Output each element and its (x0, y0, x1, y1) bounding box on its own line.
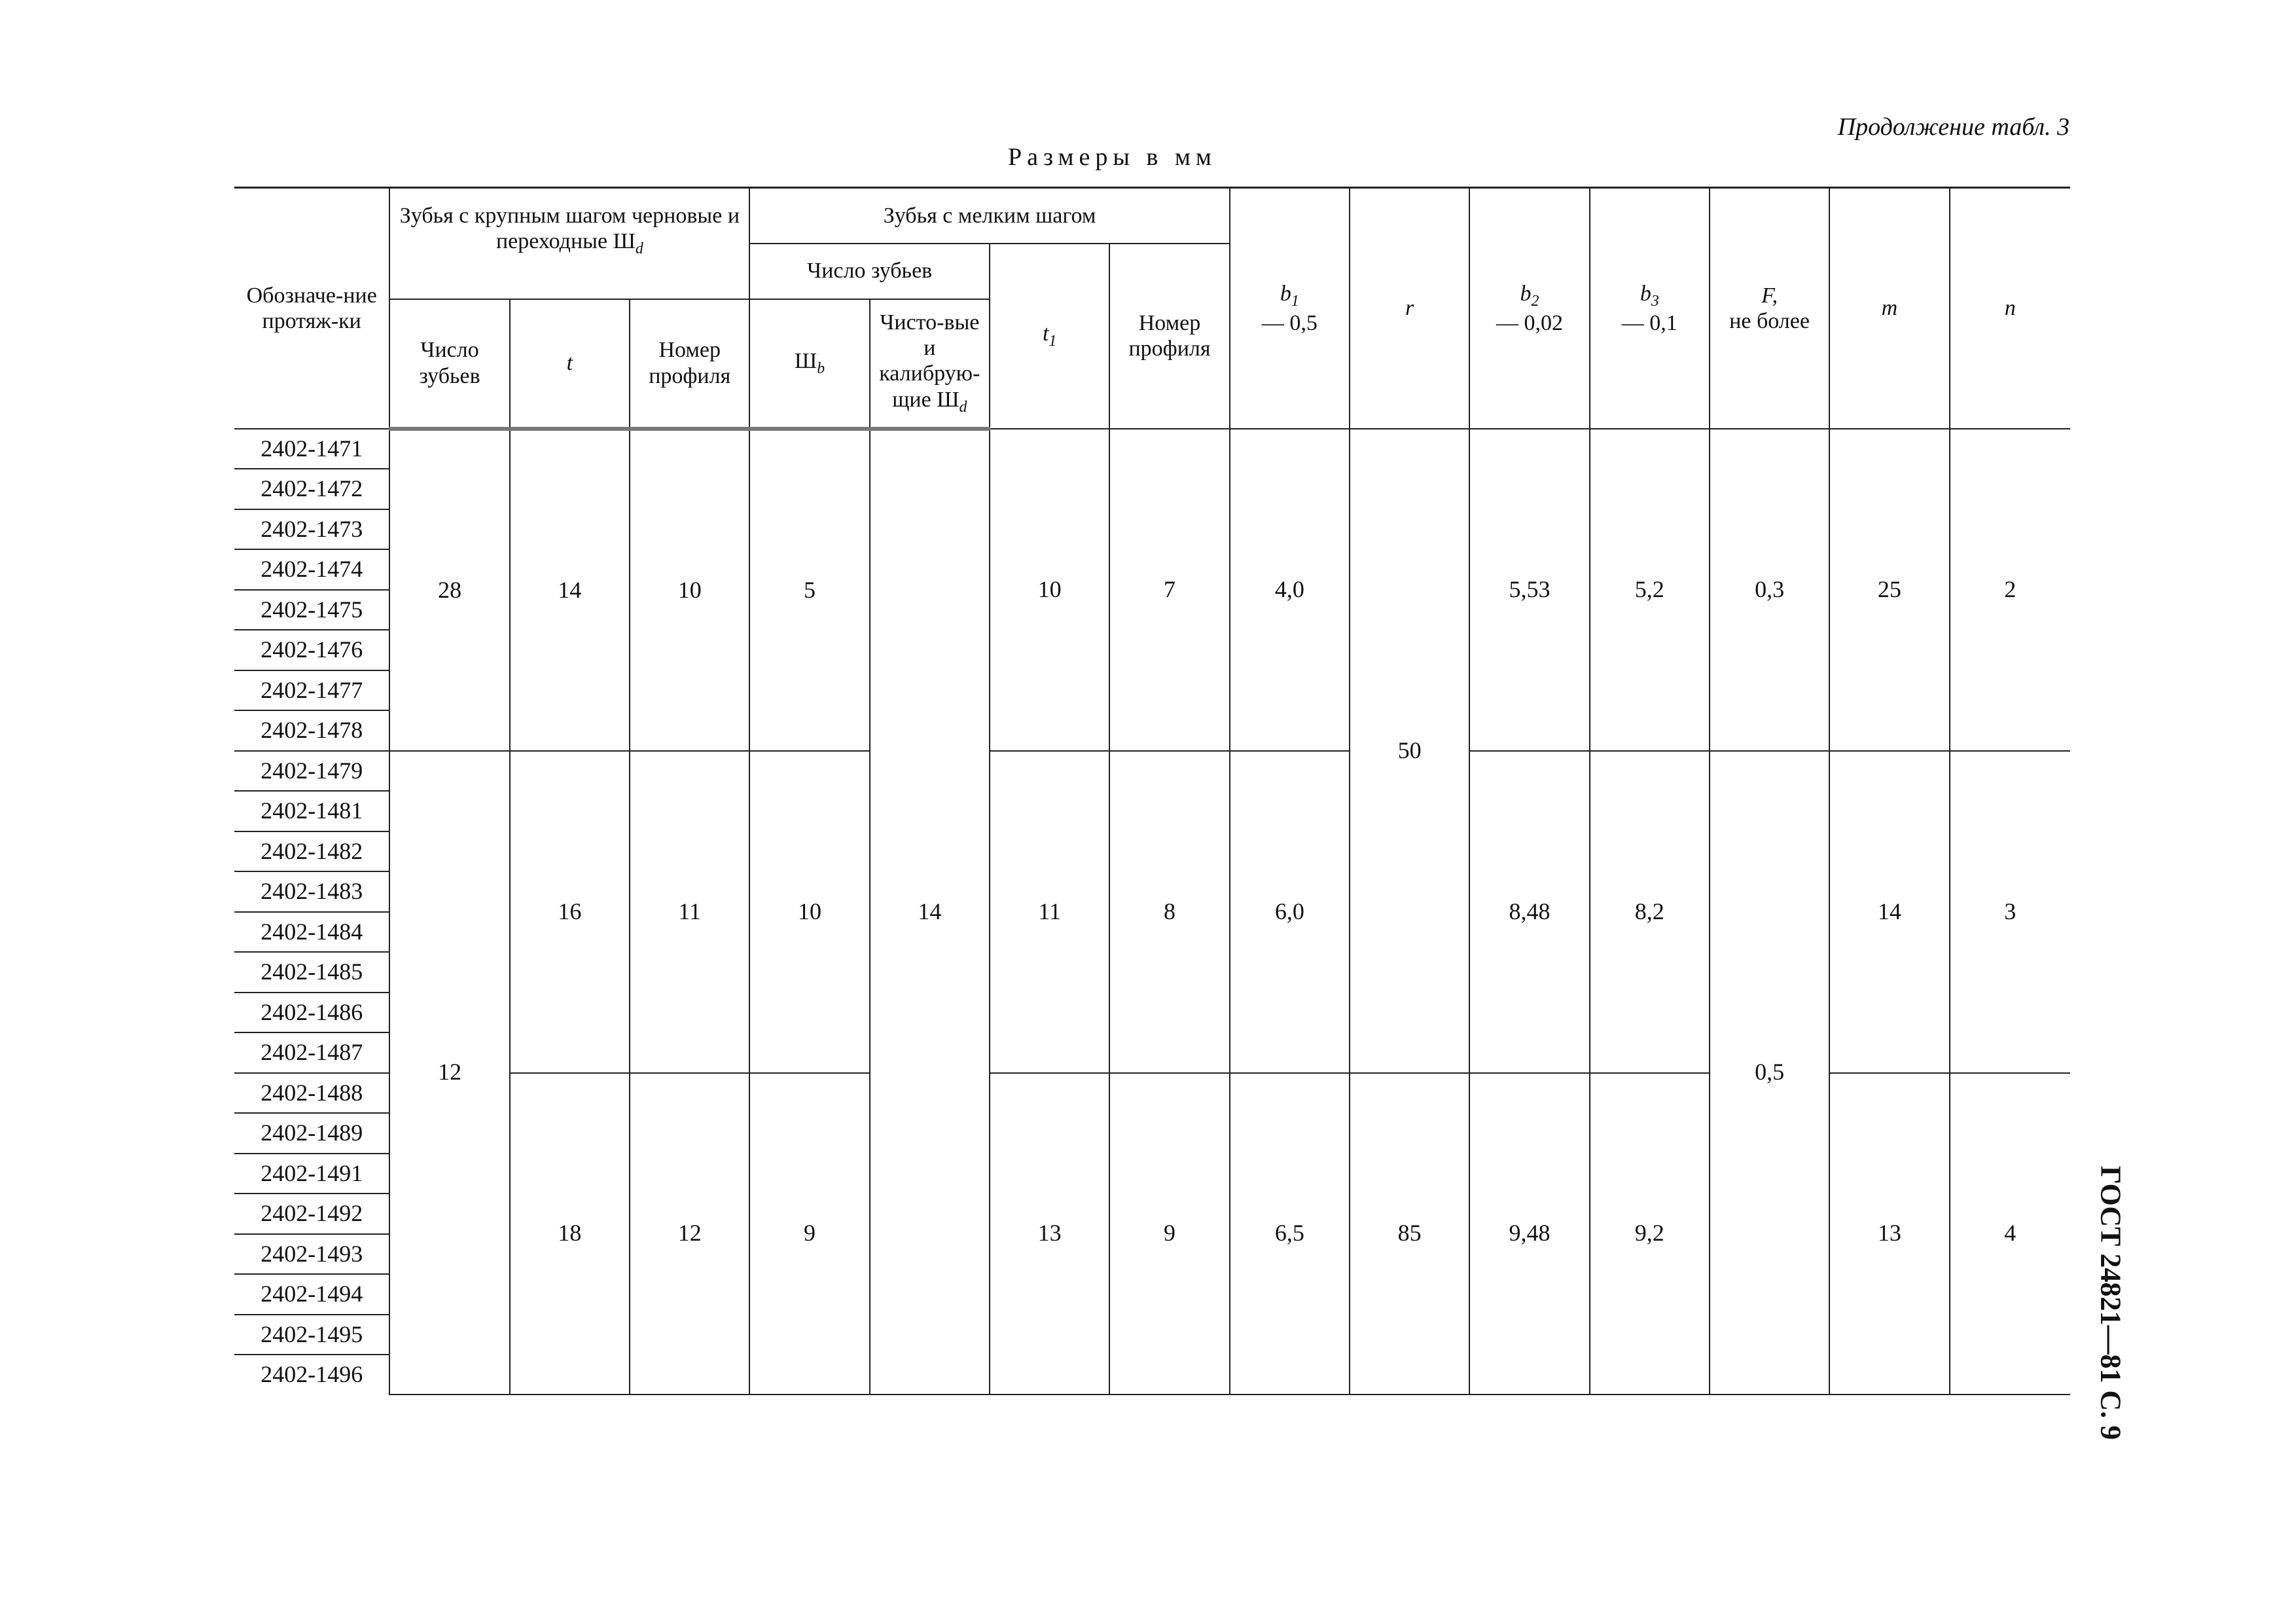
row-designation: 2402-1478 (234, 710, 389, 751)
cell-profile2: 9 (1109, 1073, 1229, 1395)
row-designation: 2402-1491 (234, 1154, 389, 1194)
cell-r: 85 (1350, 1073, 1469, 1395)
cell-n: 4 (1950, 1073, 2070, 1395)
row-designation: 2402-1488 (234, 1073, 389, 1114)
header-t-sym: t (566, 350, 573, 375)
header-m-sym: m (1881, 296, 1898, 321)
cell-t: 16 (510, 751, 630, 1073)
cell-n: 2 (1950, 429, 2070, 751)
row-designation: 2402-1474 (234, 549, 389, 590)
header-F (1710, 188, 1829, 429)
cell-count: 28 (389, 429, 509, 751)
cell-F: 0,5 (1710, 751, 1829, 1395)
cell-b3: 9,2 (1590, 1073, 1710, 1395)
cell-b3: 8,2 (1590, 751, 1710, 1073)
row-designation: 2402-1485 (234, 952, 389, 993)
cell-m: 14 (1829, 751, 1949, 1073)
header-t1-sym: t (1042, 321, 1049, 346)
header-r-sym: r (1405, 296, 1414, 321)
header-coarse-group-sub: d (635, 240, 643, 257)
cell-t1: 13 (990, 1073, 1109, 1395)
row-designation: 2402-1489 (234, 1113, 389, 1154)
header-b3-tol: — 0,1 (1621, 310, 1677, 335)
cell-b1: 6,5 (1230, 1073, 1350, 1395)
header-t1 (990, 244, 1109, 429)
continuation-label: Продолжение табл. 3 (1837, 113, 2070, 141)
header-profile2: Номер профиля (1109, 244, 1229, 429)
header-m (1829, 188, 1949, 429)
header-b1-sym: b (1280, 281, 1291, 306)
row-designation: 2402-1479 (234, 751, 389, 792)
units-label: Размеры в мм (1008, 143, 1217, 171)
header-t1-sub: 1 (1049, 333, 1057, 350)
header-finishing-text: Чисто-вые и калибрую-щие Ш (879, 310, 980, 412)
row-designation: 2402-1482 (234, 831, 389, 872)
header-count: Число зубьев (389, 299, 509, 429)
row-designation: 2402-1475 (234, 590, 389, 630)
row-designation: 2402-1492 (234, 1194, 389, 1234)
cell-b1: 4,0 (1230, 429, 1350, 751)
header-shb-sub: b (817, 359, 825, 377)
header-coarse-group-text: Зубья с крупным шагом черновые и переходные Ш (399, 204, 740, 254)
row-designation: 2402-1494 (234, 1274, 389, 1315)
cell-finishing: 14 (870, 429, 990, 1395)
cell-b2: 5,53 (1469, 429, 1589, 751)
row-designation: 2402-1495 (234, 1315, 389, 1355)
cell-profile2: 7 (1109, 429, 1229, 751)
row-designation: 2402-1471 (234, 429, 389, 469)
cell-n: 3 (1950, 751, 2070, 1073)
row-designation: 2402-1472 (234, 469, 389, 509)
cell-profile: 12 (630, 1073, 749, 1395)
cell-r: 50 (1350, 429, 1469, 1073)
cell-m: 25 (1829, 429, 1949, 751)
header-b2-tol: — 0,02 (1496, 310, 1563, 335)
header-fine-count-group: Число зубьев (749, 244, 990, 299)
header-b2-sub: 2 (1531, 292, 1539, 310)
header-shb-sym: Ш (794, 348, 817, 373)
side-label-text: ГОСТ 24821—81 С. 9 (2094, 1165, 2127, 1440)
header-n (1950, 188, 2070, 429)
header-n-sym: n (2004, 296, 2016, 321)
cell-t: 14 (510, 429, 630, 751)
row-designation: 2402-1484 (234, 912, 389, 953)
cell-t1: 10 (990, 429, 1109, 751)
cell-b2: 9,48 (1469, 1073, 1589, 1395)
row-designation: 2402-1486 (234, 993, 389, 1033)
header-profile: Номер профиля (630, 299, 749, 429)
header-b1-sub: 1 (1291, 292, 1299, 310)
row-designation: 2402-1487 (234, 1032, 389, 1073)
row-designation: 2402-1476 (234, 630, 389, 670)
header-finishing-sub: d (959, 398, 967, 416)
header-t (510, 299, 630, 429)
cell-m: 13 (1829, 1073, 1949, 1395)
header-b2 (1469, 188, 1589, 429)
row-designation: 2402-1483 (234, 871, 389, 912)
header-designation-text: Обозначе-ние протяж-ки (246, 283, 377, 333)
cell-profile: 11 (630, 751, 749, 1073)
header-b2-sym: b (1520, 281, 1532, 306)
row-designation: 2402-1481 (234, 791, 389, 831)
header-b1-tol: — 0,5 (1261, 310, 1318, 335)
cell-profile2: 8 (1109, 751, 1229, 1073)
cell-shb: 10 (749, 751, 869, 1073)
row-designation: 2402-1477 (234, 670, 389, 711)
row-designation: 2402-1473 (234, 509, 389, 550)
cell-b2: 8,48 (1469, 751, 1589, 1073)
cell-b1: 6,0 (1230, 751, 1350, 1073)
header-b3-sub: 3 (1651, 292, 1659, 310)
header-F-sym: F, (1761, 283, 1778, 308)
header-F-note: не более (1729, 308, 1810, 333)
dimensions-table (234, 187, 2070, 1395)
header-shb (749, 299, 869, 429)
header-b3 (1590, 188, 1710, 429)
header-b3-sym: b (1640, 281, 1651, 306)
header-b1 (1230, 188, 1350, 429)
cell-b3: 5,2 (1590, 429, 1710, 751)
header-designation (234, 188, 389, 429)
cell-shb: 5 (749, 429, 869, 751)
side-label (2091, 1152, 2130, 1453)
row-designation: 2402-1493 (234, 1234, 389, 1275)
header-fine-group: Зубья с мелким шагом (749, 188, 1229, 244)
cell-count: 12 (389, 751, 509, 1395)
cell-t1: 11 (990, 751, 1109, 1073)
cell-profile: 10 (630, 429, 749, 751)
cell-t: 18 (510, 1073, 630, 1395)
header-finishing (870, 299, 990, 429)
row-designation: 2402-1496 (234, 1355, 389, 1395)
header-r (1350, 188, 1469, 429)
header-coarse-group (389, 188, 749, 299)
cell-shb: 9 (749, 1073, 869, 1395)
cell-F: 0,3 (1710, 429, 1829, 751)
